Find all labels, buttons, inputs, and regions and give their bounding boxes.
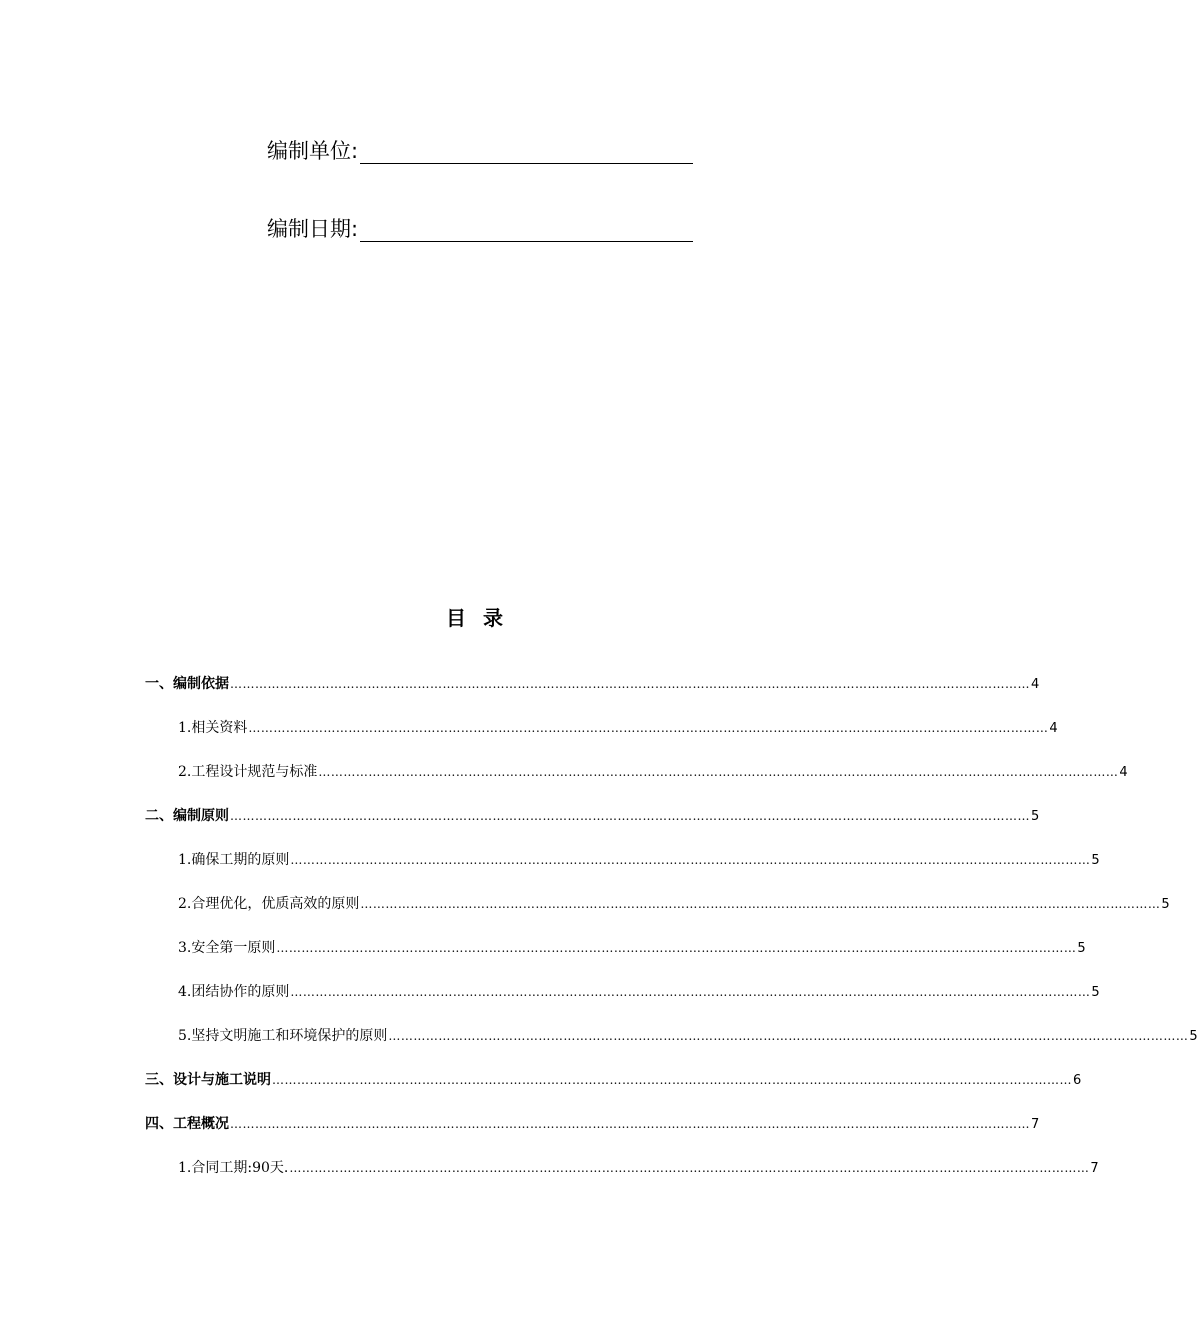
toc-entry-text: 编制原则 [173, 808, 229, 824]
toc-entry-number: 二、 [145, 808, 173, 824]
toc-entry-civilized-construction-principle[interactable] [178, 1026, 1198, 1046]
toc-leader-dots: ………………………………………………………………………………………………………………………………………………………………………… [230, 1117, 1030, 1131]
toc-leader-dots: ………………………………………………………………………………………………………………………………………………………………………… [318, 765, 1119, 779]
toc-entry-design-construction-notes[interactable] [145, 1070, 1082, 1090]
toc-entry-text: 安全第一原则 [191, 940, 276, 956]
toc-entry-number: 1. [178, 720, 192, 736]
toc-leader-dots: ………………………………………………………………………………………………………………………………………………………………………… [289, 1161, 1090, 1175]
toc-leader-dots: ………………………………………………………………………………………………………………………………………………………………………… [290, 985, 1091, 999]
toc-entry-number: 2. [178, 896, 192, 912]
toc-entry-number: 5. [178, 1028, 192, 1044]
compiling-unit-label: 编制单位: [267, 139, 359, 163]
toc-entry-page: 7 [1031, 1117, 1040, 1132]
toc-entry-number: 4. [178, 984, 192, 1000]
toc-leader-dots: ………………………………………………………………………………………………………………………………………………………………………… [360, 897, 1161, 911]
toc-leader-dots: ………………………………………………………………………………………………………………………………………………………………………… [290, 853, 1091, 867]
toc-entry-text: 工程概况 [173, 1116, 229, 1132]
toc-entry-page: 5 [1031, 809, 1040, 824]
toc-entry-text: 设计与施工说明 [173, 1072, 271, 1088]
toc-entry-optimization-principle[interactable] [178, 894, 1170, 914]
toc-leader-dots: ………………………………………………………………………………………………………………………………………………………………………… [272, 1073, 1072, 1087]
toc-entry-schedule-principle[interactable] [178, 850, 1100, 870]
toc-entry-page: 5 [1091, 985, 1100, 1000]
toc-entry-text: 合理优化，优质高效的原则 [191, 896, 360, 912]
toc-entry-page: 4 [1049, 721, 1058, 736]
toc-entry-text: 工程设计规范与标准 [191, 764, 318, 780]
toc-entry-page: 5 [1091, 853, 1100, 868]
toc-entry-text: 合同工期:90天. [191, 1160, 289, 1176]
toc-entry-design-standards[interactable] [178, 762, 1128, 782]
toc-leader-dots: ………………………………………………………………………………………………………………………………………………………………………… [388, 1029, 1189, 1043]
toc-entry-basis[interactable] [145, 674, 1040, 694]
toc-leader-dots: ………………………………………………………………………………………………………………………………………………………………………… [230, 809, 1030, 823]
toc-entry-text: 编制依据 [173, 676, 229, 692]
toc-entry-number: 一、 [145, 676, 173, 692]
toc-entry-text: 确保工期的原则 [191, 852, 290, 868]
toc-entry-text: 坚持文明施工和环境保护的原则 [191, 1028, 388, 1044]
toc-entry-related-materials[interactable] [178, 718, 1058, 738]
compiling-unit-blank [360, 139, 693, 164]
toc-entry-safety-principle[interactable] [178, 938, 1086, 958]
toc-entry-cooperation-principle[interactable] [178, 982, 1100, 1002]
compiling-date-label: 编制日期: [267, 217, 359, 241]
toc-entry-number: 三、 [145, 1072, 173, 1088]
toc-entry-page: 4 [1031, 677, 1040, 692]
toc-leader-dots: ………………………………………………………………………………………………………………………………………………………………………… [248, 721, 1049, 735]
toc-entry-page: 4 [1119, 765, 1128, 780]
toc-entry-page: 7 [1090, 1161, 1099, 1176]
toc-entry-number: 1. [178, 1160, 192, 1176]
toc-entry-number: 3. [178, 940, 192, 956]
toc-leader-dots: ………………………………………………………………………………………………………………………………………………………………………… [230, 677, 1030, 691]
toc-entry-text: 团结协作的原则 [191, 984, 290, 1000]
compiling-unit-field [267, 138, 693, 164]
toc-entry-page: 5 [1077, 941, 1086, 956]
toc-entry-page: 5 [1161, 897, 1170, 912]
toc-entry-principles[interactable] [145, 806, 1040, 826]
toc-entry-page: 5 [1189, 1029, 1198, 1044]
toc-entry-number: 四、 [145, 1116, 173, 1132]
toc-entry-number: 2. [178, 764, 192, 780]
toc-entry-contract-period[interactable] [178, 1158, 1099, 1178]
compiling-date-blank [360, 217, 693, 242]
toc-entry-number: 1. [178, 852, 192, 868]
toc-title: 目 录 [446, 606, 504, 630]
toc-entry-text: 相关资料 [191, 720, 248, 736]
toc-leader-dots: ………………………………………………………………………………………………………………………………………………………………………… [276, 941, 1077, 955]
toc-entry-page: 6 [1073, 1073, 1082, 1088]
toc-entry-project-overview[interactable] [145, 1114, 1040, 1134]
compiling-date-field [267, 216, 693, 242]
